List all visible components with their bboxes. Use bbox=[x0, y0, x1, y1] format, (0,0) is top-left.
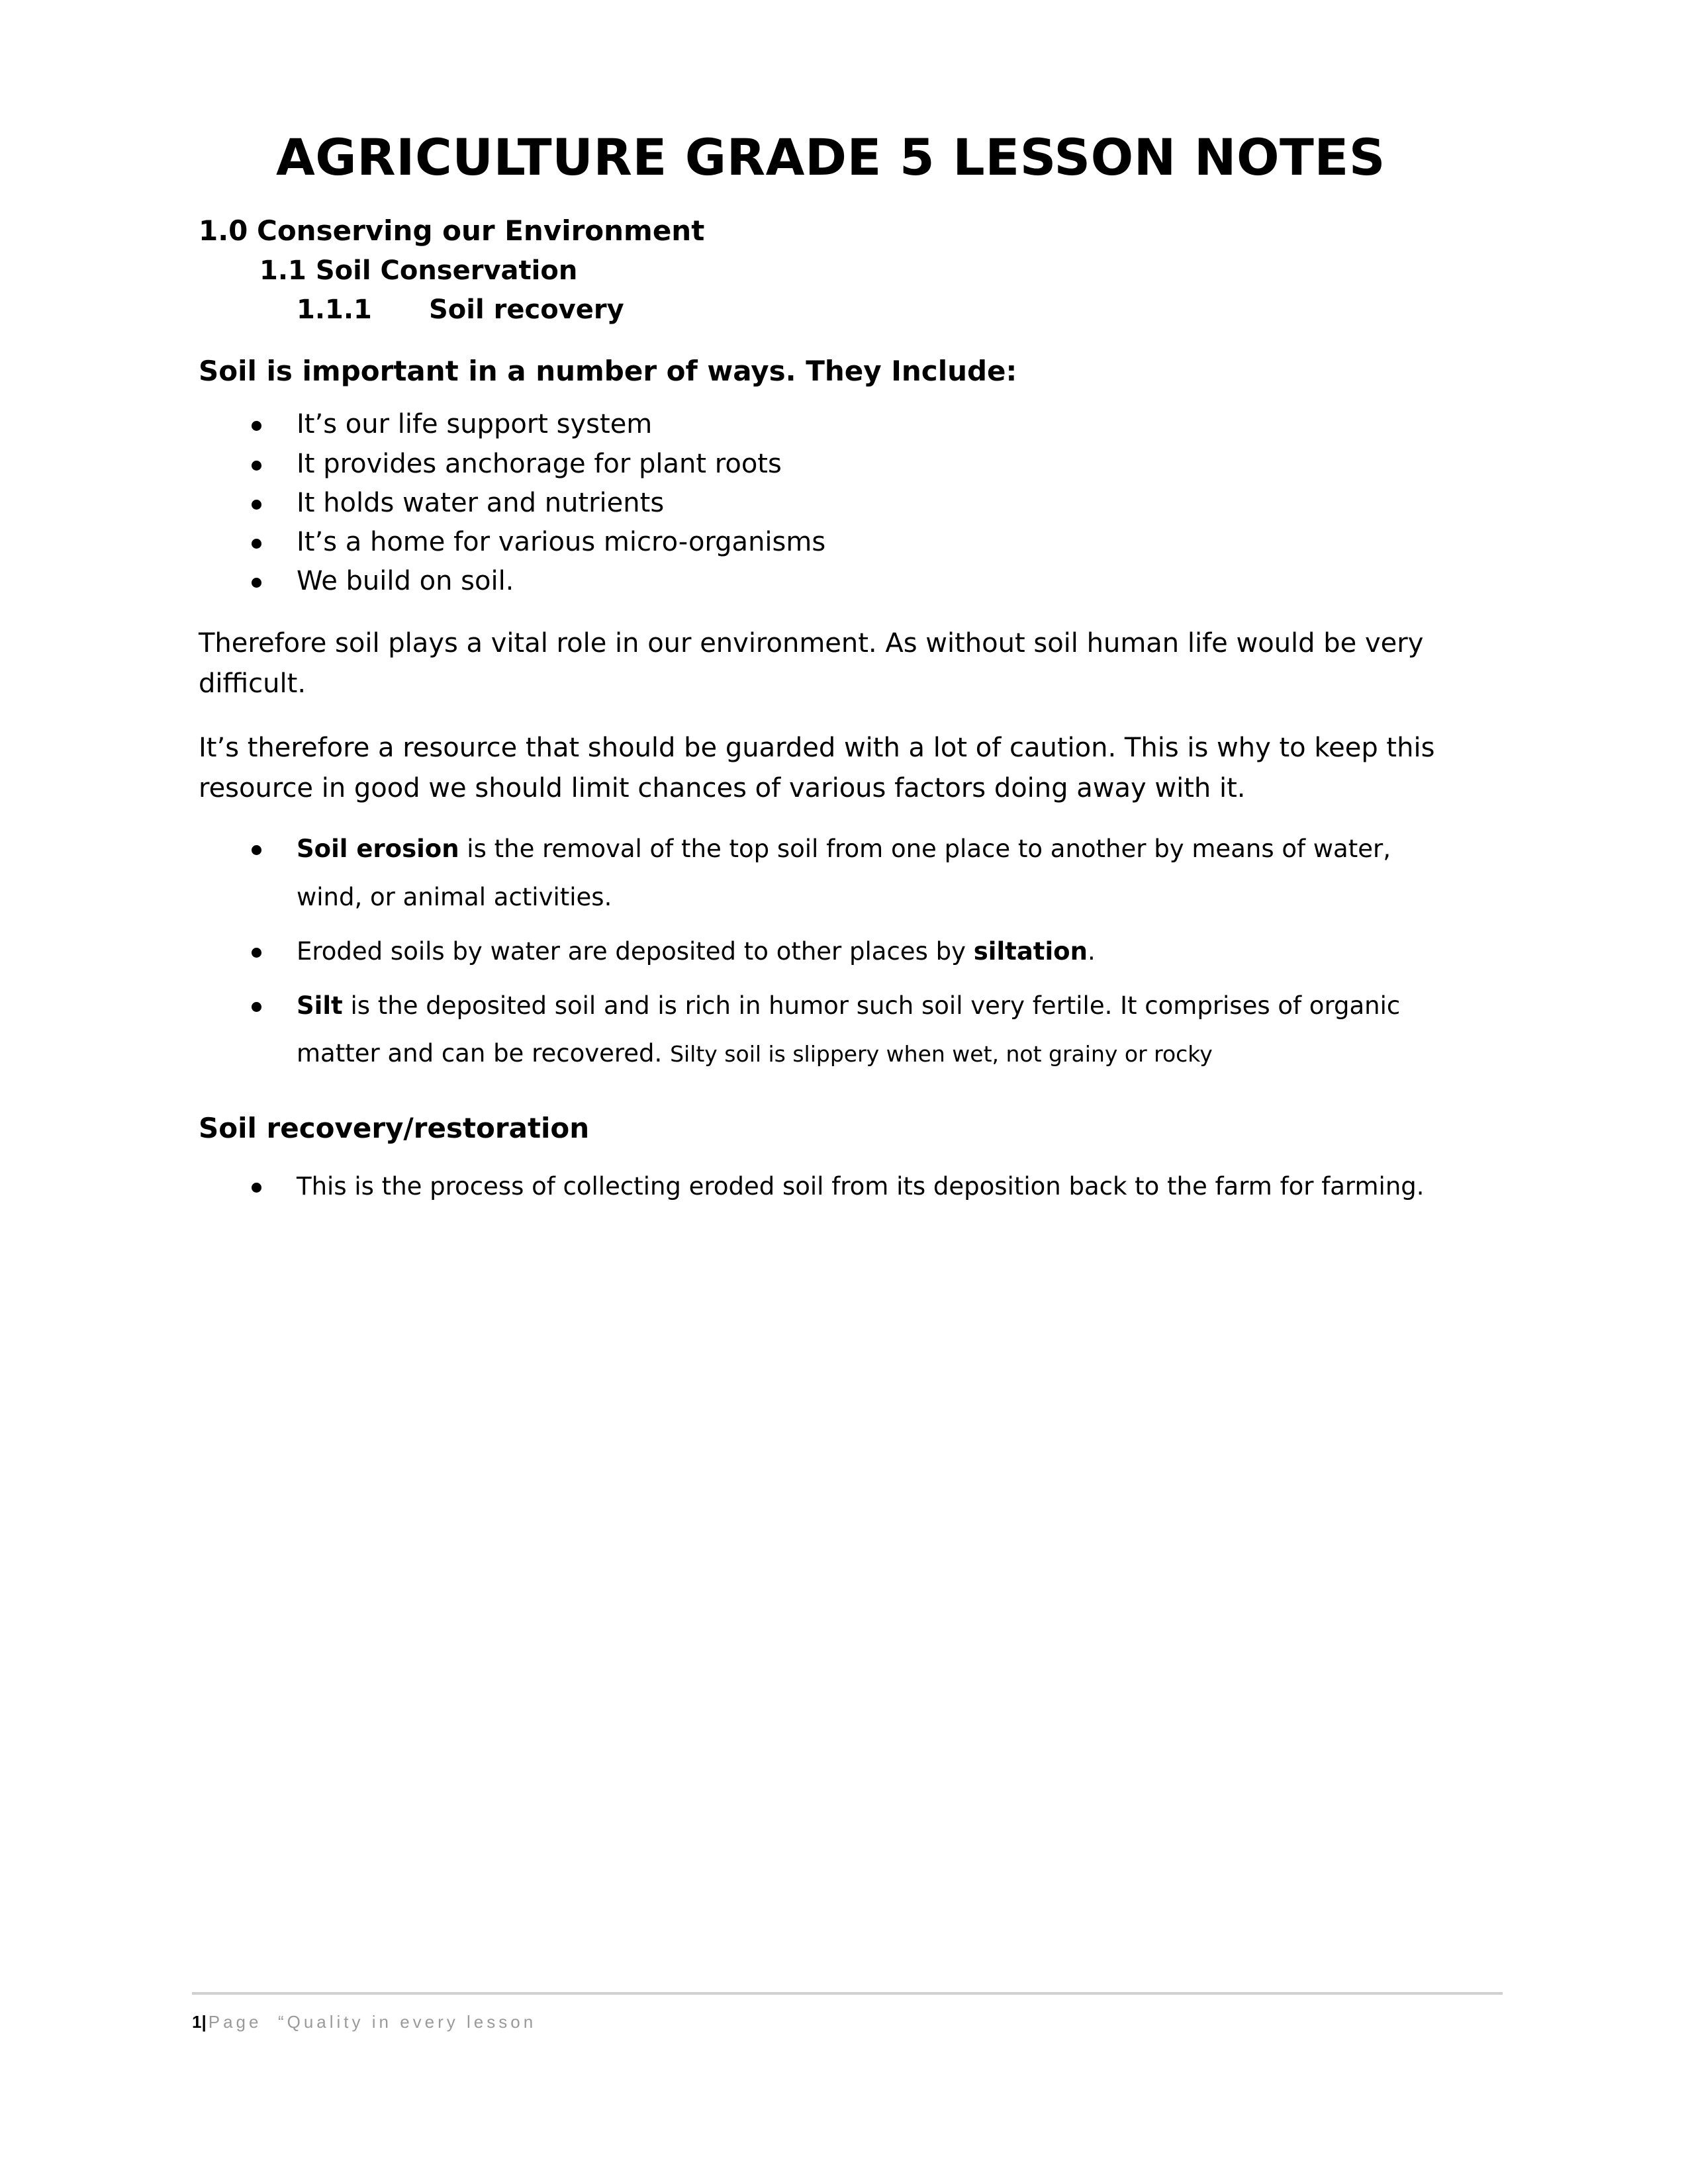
list-item: It’s a home for various micro-organisms bbox=[199, 524, 1456, 561]
heading-level-2 bbox=[199, 255, 1456, 287]
footer-tagline: “Quality in every lesson bbox=[277, 2012, 537, 2032]
term-siltation: siltation bbox=[973, 936, 1088, 966]
soil-erosion-list bbox=[199, 825, 1456, 1077]
section-heading-soil-recovery: Soil recovery/restoration bbox=[199, 1112, 590, 1145]
document-content bbox=[199, 0, 1456, 1217]
heading-level-2-text: Soil Conservation bbox=[315, 255, 578, 286]
lead-statement: Soil is important in a number of ways. They Include: bbox=[199, 354, 1017, 387]
list-item: It’s our life support system bbox=[199, 406, 1456, 443]
soil-recovery-list bbox=[199, 1163, 1456, 1210]
term-silt: Silt bbox=[297, 991, 343, 1020]
list-item-text: Eroded soils by water are deposited to other places by bbox=[297, 936, 974, 966]
list-item: It holds water and nutrients bbox=[199, 485, 1456, 522]
footer-spacer bbox=[261, 2012, 277, 2032]
list-item bbox=[199, 928, 1456, 976]
heading-level-2-number: 1.1 bbox=[259, 255, 306, 286]
list-item: It provides anchorage for plant roots bbox=[199, 446, 1456, 482]
soil-importance-list bbox=[199, 406, 1456, 600]
footer-text bbox=[192, 2012, 1503, 2032]
heading-level-1-text: Conserving our Environment bbox=[257, 214, 705, 247]
heading-level-3-number: 1.1.1 bbox=[297, 294, 372, 325]
heading-level-1 bbox=[199, 214, 1456, 248]
paragraph-resource-caution: It’s therefore a resource that should be guarded with a lot of caution. This is why to keep this resource in good we should limit chances of various factors doing away with it. bbox=[199, 732, 1435, 803]
list-item: We build on soil. bbox=[199, 563, 1456, 600]
heading-level-3 bbox=[199, 295, 1456, 326]
page-title: AGRICULTURE GRADE 5 LESSON NOTES bbox=[275, 128, 1386, 187]
list-item-text: is the removal of the top soil from one place to another by means of water, wind, or animal activities. bbox=[297, 835, 1391, 911]
footer-page-label: Page bbox=[208, 2012, 262, 2032]
page-footer bbox=[192, 1992, 1503, 2032]
paragraph-vital-role: Therefore soil plays a vital role in our environment. As without soil human life would be very difficult. bbox=[199, 628, 1424, 700]
list-item bbox=[199, 825, 1456, 921]
footer-page-number: 1 bbox=[192, 2012, 202, 2032]
term-soil-erosion: Soil erosion bbox=[297, 835, 459, 864]
list-item-text: is the deposited soil and is rich in humor such soil very fertile. It comprises of organic matter and can be recovered. bbox=[297, 991, 1401, 1068]
list-item-text-tail: . bbox=[1087, 936, 1096, 966]
footer-separator: | bbox=[201, 2012, 209, 2032]
heading-level-3-text: Soil recovery bbox=[429, 294, 624, 325]
heading-level-1-number: 1.0 bbox=[199, 214, 248, 247]
list-item-text-small: Silty soil is slippery when wet, not grainy or rocky bbox=[670, 1041, 1213, 1067]
footer-divider bbox=[192, 1992, 1503, 1995]
list-item: This is the process of collecting eroded soil from its deposition back to the farm for farming. bbox=[199, 1163, 1456, 1210]
list-item bbox=[199, 982, 1456, 1077]
